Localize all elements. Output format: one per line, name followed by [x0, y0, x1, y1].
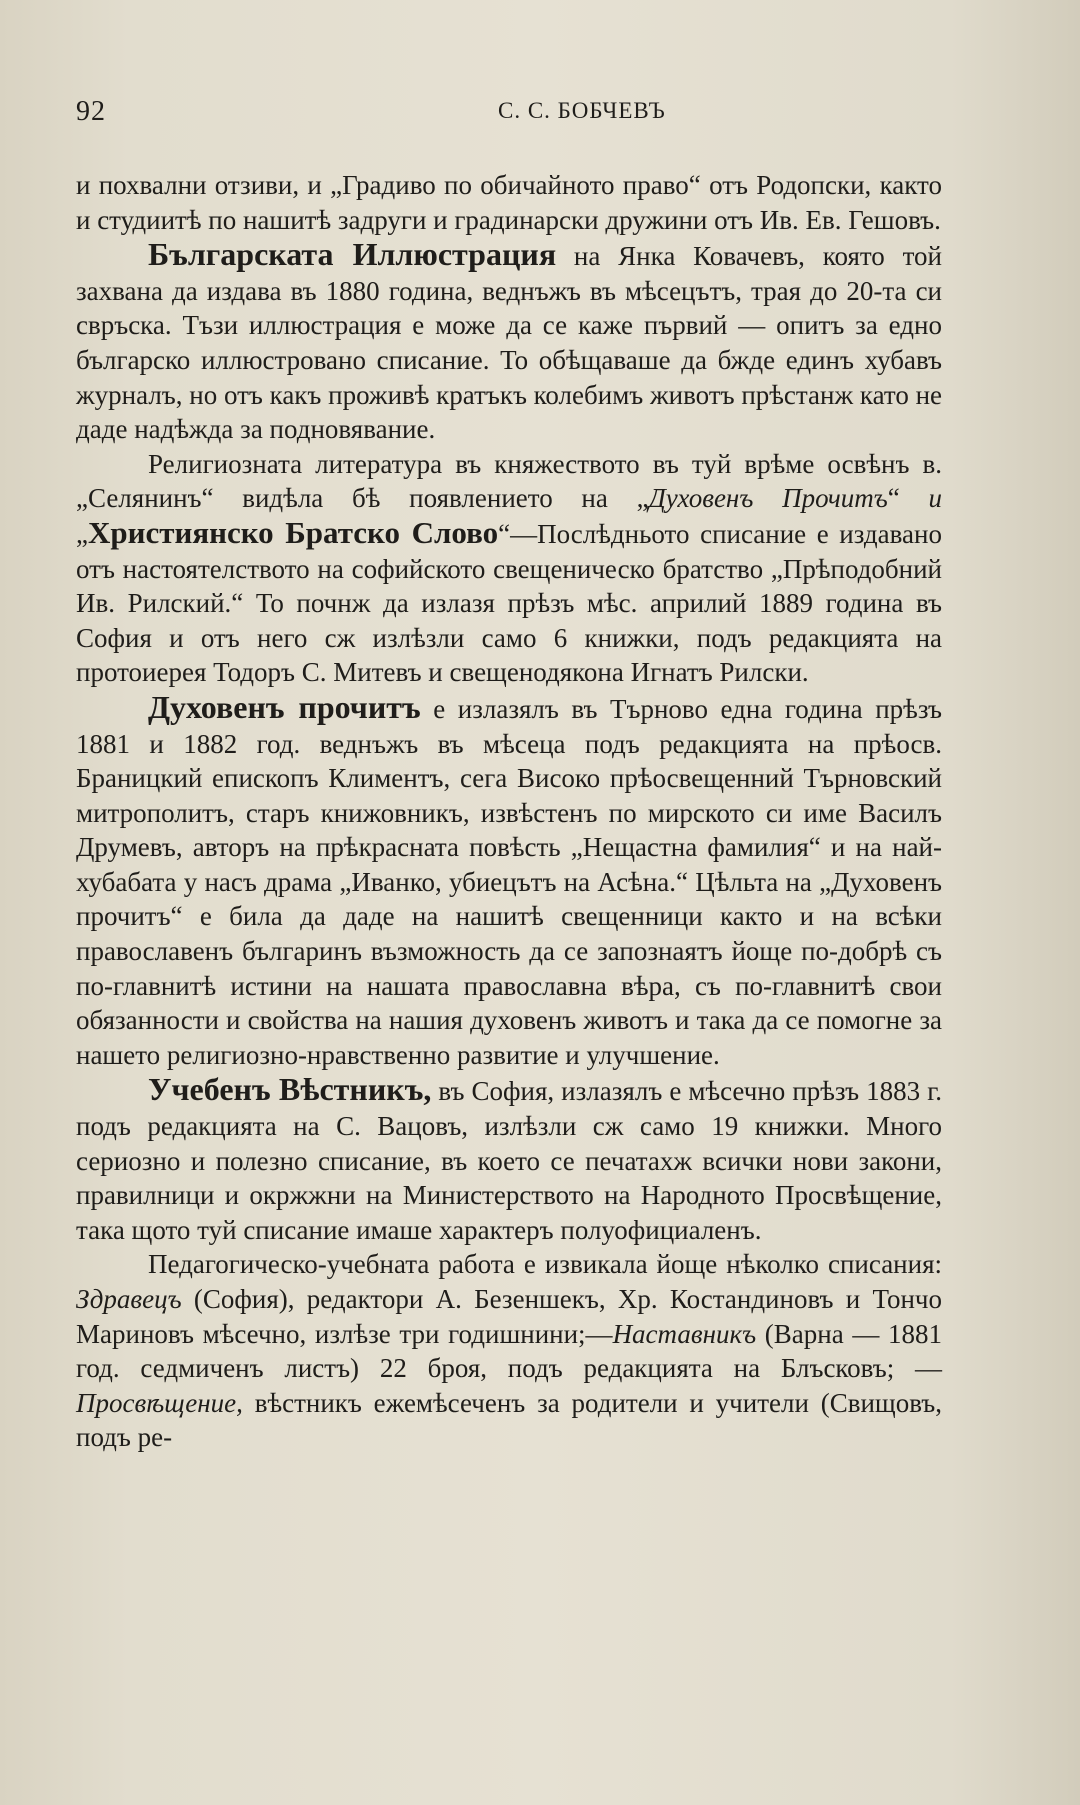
- paragraph: [76, 168, 942, 237]
- page-number: 92: [76, 96, 106, 127]
- text-bold: Българската Иллюстрация: [148, 236, 557, 273]
- paragraph: [76, 237, 942, 447]
- text-run: и похвални отзиви, и „Градиво по обичайното право“ отъ Родопски, както и студиитѣ по нашитѣ задруги и градинарски дружини отъ Ив. Ев. Гешовъ.: [76, 170, 942, 235]
- text-run: вѣстникъ ежемѣсеченъ за родители и учители (Свищовъ, подъ ре-: [76, 1387, 942, 1453]
- text-run: е излазялъ въ Търново една година прѣзъ 1881 и 1882 год. веднъжъ въ мѣсеца подъ редакцията на прѣосв. Браницкий епископъ Климентъ, сега Високо прѣосвещенний Търновский митрополитъ, старъ книжовникъ, извѣстенъ по мирското си име Василъ Друмевъ, авторъ на прѣкрасната повѣсть „Нещастна фамилия“ и на най-хубабата у насъ драма „Иванко, убиецътъ на Асѣна.“ Цѣльта на „Духовенъ прочитъ“ е била да даде на нашитѣ свещенници както и на всѣки православенъ българинъ възможность да се запознаятъ йоще по-добрѣ съ по-главнитѣ истини на нашата православна вѣра, съ по-главнитѣ свои обязанности и свойства на нашия духовенъ животъ и така да се помогне за нашето религиозно-нравственно развитие и улучшение.: [76, 693, 942, 1070]
- text-it: Просвѣщение,: [76, 1387, 243, 1418]
- paragraph: [76, 690, 942, 1073]
- text-run: Религиозната литература въ княжеството въ туй врѣме освѣнъ в. „Селянинъ“ видѣла бѣ появлението на „: [76, 448, 942, 514]
- page-header: [76, 96, 946, 136]
- text-run: въ София, излазялъ е мѣсечно прѣзъ 1883 г. подъ редакцията на С. Вацовъ, излѣзли сж само 19 книжки. Много сериозно и полезно списание, въ което се печатахж всички нови закони, правилници и окржжни на Министерството на Народното Просвѣщение, така щото туй списание имаше характеръ полуофициаленъ.: [76, 1076, 942, 1245]
- text-run: Педагогическо-учебната работа е извикала йоще нѣколко списания:: [148, 1249, 942, 1280]
- text-boldm: Християнско Братско Слово: [87, 514, 499, 550]
- text-it: Наставникъ: [612, 1318, 757, 1349]
- running-head: С. С. БОБЧЕВЪ: [498, 98, 666, 123]
- text-it: Духовенъ Прочитъ: [648, 483, 888, 514]
- text-it: Здравецъ: [76, 1284, 182, 1314]
- body-text: [76, 168, 942, 1455]
- text-run: “—Послѣдньото списание е издавано отъ настоятелството на софийското свещеническо братство „Прѣподобний Ив. Рилский.“ То почнж да излазя прѣзъ мѣс. априлий 1889 година въ София и отъ него сж излѣзли само 6 книжки, подъ редакцията на протоиерея Тодоръ С. Митевъ и свещенодякона Игнатъ Рилски.: [76, 518, 942, 688]
- paragraph: [76, 1072, 942, 1247]
- text-run: на Янка Ковачевъ, която той захвана да издава въ 1880 година, веднъжъ въ мѣсецътъ, трая до 20-та си свръска. Тъзи иллюстрация е може да се каже първий — опитъ за едно българско иллюстровано списание. То обѣщаваше да бжде единъ хубавъ журналъ, но отъ какъ проживѣ кратъкъ колебимъ животъ прѣстанж като не даде надѣжда за подновявание.: [76, 241, 943, 445]
- paragraph: [76, 447, 942, 690]
- text-run: „: [76, 518, 88, 549]
- text-run: (Варна — 1881 год. седмиченъ листъ) 22 броя, подъ редакцията на Блъсковъ; —: [76, 1318, 943, 1384]
- paragraph: [76, 1247, 942, 1455]
- text-bold: Учебенъ Вѣстникъ,: [148, 1071, 432, 1108]
- text-it: и: [928, 483, 943, 514]
- text-bold: Духовенъ прочитъ: [148, 688, 421, 725]
- text-run: (София), редактори А. Безеншекъ, Хр. Костандиновъ и Тончо Мариновъ мѣсечно, излѣзе три годишнини;—: [76, 1284, 942, 1349]
- text-run: “: [887, 483, 929, 514]
